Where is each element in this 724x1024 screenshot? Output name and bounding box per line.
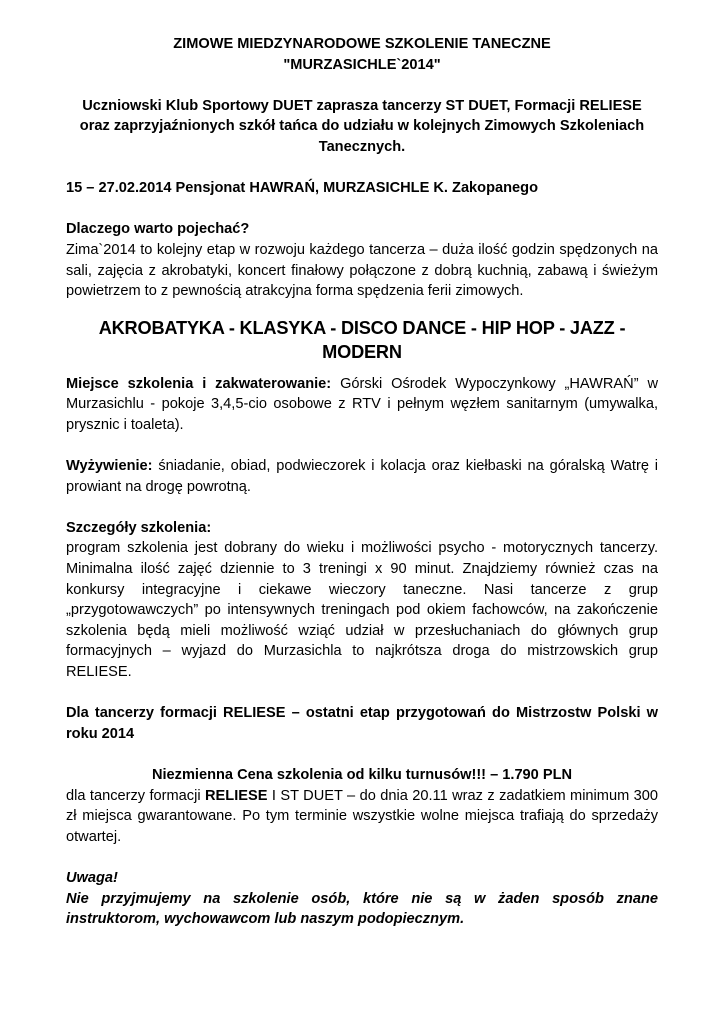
- spacer: [66, 158, 658, 179]
- event-date-location: 15 – 27.02.2014 Pensjonat HAWRAŃ, MURZASICHLE K. Zakopanego: [66, 180, 538, 197]
- title-line-1: ZIMOWE MIEDZYNARODOWE SZKOLENIE TANECZNE: [173, 36, 551, 52]
- notice-heading: Uwaga!: [66, 869, 118, 886]
- spacer: [66, 847, 658, 868]
- price-text-before: dla tancerzy formacji: [66, 787, 205, 804]
- food-paragraph: [66, 456, 658, 497]
- details-paragraph: program szkolenia jest dobrany do wieku i możliwości psycho - motorycznych tancerzy. Minimalna ilość zajęć dziennie to 3 treningi x 90 minut. Znajdziemy również czas na konkursy integracyjne i ciekawe wieczory taneczne. Nasi tancerze z grup „przygotowawczych” po intensywnych treningach pod okiem fachowców, na zakończenie szkolenia będą mieli możliwość wziąć udział w przesłuchaniach do głównych grup formacyjnych – wyjazd do Murzasichla to najkrótsza droga do mistrzowskich grup RELIESE.: [66, 540, 658, 681]
- title-line-2: "MURZASICHLE`2014": [283, 56, 441, 73]
- venue-text: Górski Ośrodek Wypoczynkowy „HAWRAŃ” w Murzasichlu - pokoje 3,4,5-cio osobowe z RTV i pełnym węzłem sanitarnym (umywalka, prysznic i toaleta).: [66, 375, 658, 433]
- disciplines-banner: AKROBATYKA - KLASYKA - DISCO DANCE - HIP HOP - JAZZ - MODERN: [98, 317, 626, 362]
- spacer: [66, 75, 658, 96]
- why-paragraph: Zima`2014 to kolejny etap w rozwoju każdego tancerza – duża ilość godzin spędzonych na sali, zajęcia z akrobatyki, koncert finałowy połączone z dobrą kuchnią, zabawą i świeżym powietrzem to z pewnością atrakcyjna forma spędzenia ferii zimowych.: [66, 241, 658, 300]
- intro-paragraph: Uczniowski Klub Sportowy DUET zaprasza tancerzy ST DUET, Formacji RELIESE oraz zaprzyjaźnionych szkół tańca do udziału w kolejnych Zimowych Szkoleniach Tanecznych.: [79, 97, 645, 155]
- price-text-after: I ST DUET – do dnia 20.11 wraz z zadatkiem minimum 300 zł miejsca gwarantowane. Po tym terminie wszystkie wolne miejsca trafiają do sprzedaży otwartej.: [66, 787, 658, 845]
- price-paragraph: [66, 786, 658, 848]
- spacer: [66, 436, 658, 457]
- price-headline: Niezmienna Cena szkolenia od kilku turnusów!!! – 1.790 PLN: [151, 767, 573, 783]
- food-label: Wyżywienie:: [66, 458, 153, 475]
- venue-paragraph: [66, 374, 658, 436]
- details-heading: Szczegóły szkolenia:: [66, 519, 212, 536]
- spacer: [66, 497, 658, 518]
- spacer: [66, 302, 658, 312]
- spacer: [66, 364, 658, 374]
- spacer: [66, 683, 658, 704]
- spacer: [66, 744, 658, 765]
- venue-label: Miejsce szkolenia i zakwaterowanie:: [66, 375, 332, 392]
- reliese-note: Dla tancerzy formacji RELIESE – ostatni etap przygotowań do Mistrzostw Polski w roku 2014: [66, 705, 658, 742]
- why-heading: Dlaczego warto pojechać?: [66, 221, 250, 238]
- price-highlight: RELIESE: [205, 787, 268, 804]
- notice-paragraph: Nie przyjmujemy na szkolenie osób, które nie są w żaden sposób znane instruktorom, wychowawcom lub naszym podopiecznym.: [66, 890, 658, 928]
- spacer: [66, 199, 658, 220]
- food-text: śniadanie, obiad, podwieczorek i kolacja oraz kiełbaski na góralską Watrę i prowiant na drogę powrotną.: [66, 458, 658, 495]
- document-body: [66, 34, 658, 930]
